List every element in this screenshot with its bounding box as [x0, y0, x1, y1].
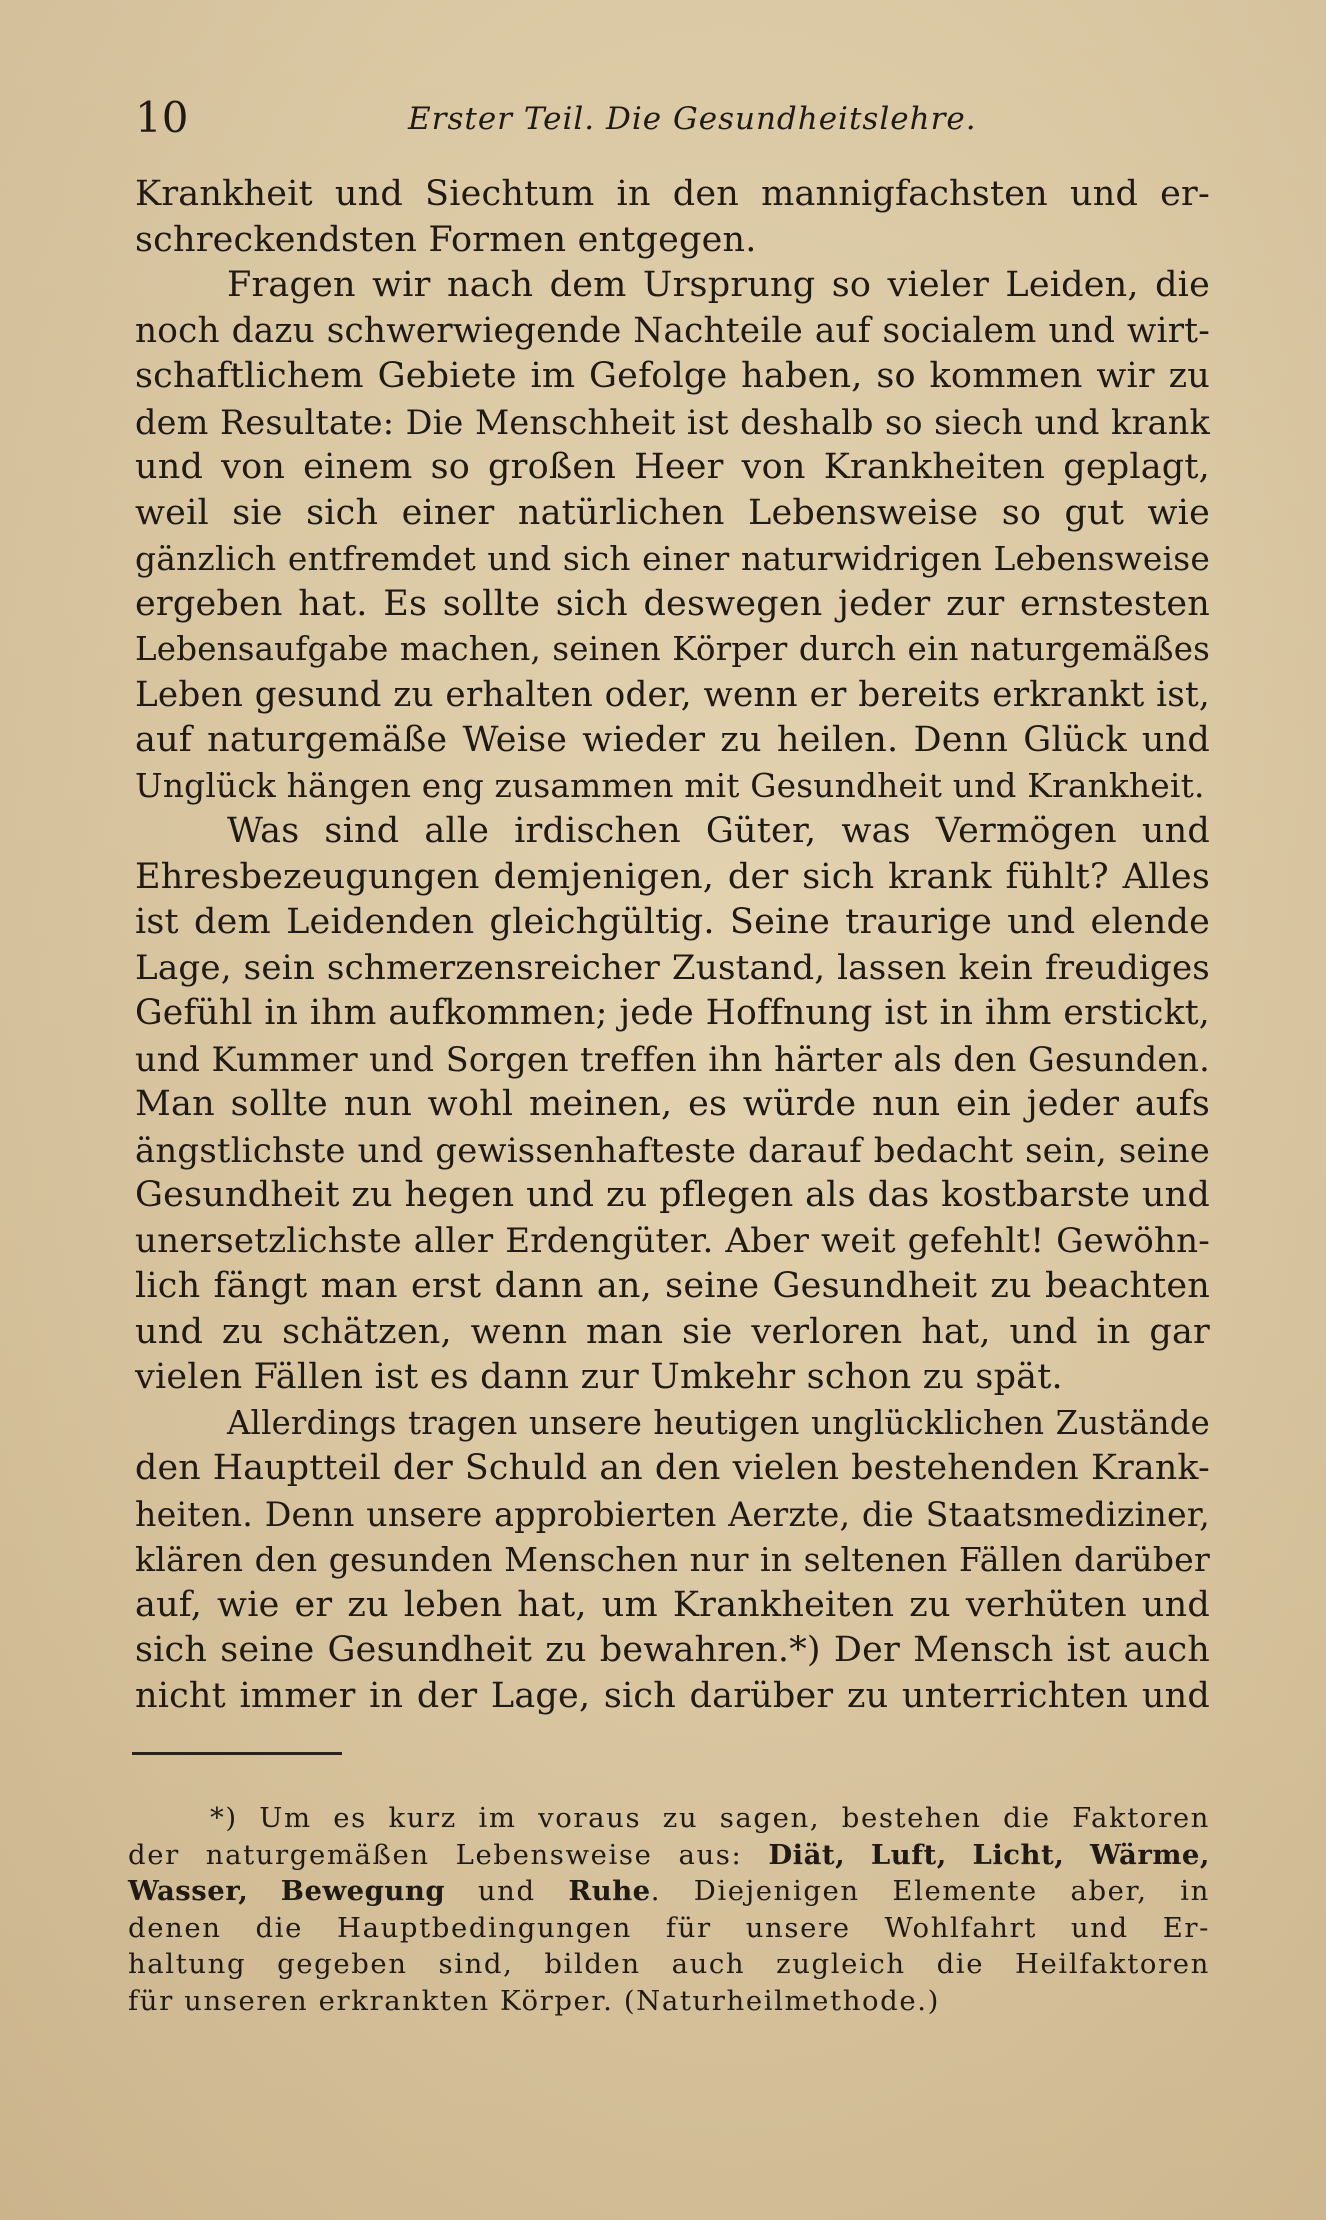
text-line: heiten. Denn unsere approbierten Aerzte, die Staatsmediziner, [135, 1494, 1210, 1534]
footnote-line: haltung gegeben sind, bilden auch zugleich die Heilfaktoren [128, 1948, 1210, 1980]
text-line: und von einem so großen Heer von Krankheiten geplagt, [135, 447, 1210, 487]
text-line: ergeben hat. Es sollte sich deswegen jeder zur ernstesten [135, 583, 1210, 624]
text-line: vielen Fällen ist es dann zur Umkehr schon zu spät. [135, 1357, 1063, 1397]
footnote-text: und [445, 1875, 569, 1907]
text-line: Lage, sein schmerzensreicher Zustand, lassen kein freudiges [135, 947, 1210, 988]
text-line: dem Resultate: Die Menschheit ist deshalb so siech und krank [135, 402, 1210, 442]
text-line: Krankheit und Siechtum in den mannigfachsten und er- [135, 174, 1210, 214]
footnote-emphasis: Ruhe [568, 1875, 651, 1907]
footnote-line: *) Um es kurz im voraus zu sagen, bestehen die Faktoren [210, 1802, 1210, 1834]
footnote-emphasis: Wasser, Bewegung [128, 1875, 446, 1907]
text-line: und Kummer und Sorgen treffen ihn härter als den Gesunden. [135, 1039, 1210, 1079]
text-line: Fragen wir nach dem Ursprung so vieler Leiden, die [227, 265, 1210, 305]
text-line: sich seine Gesundheit zu bewahren.*) Der Mensch ist auch [135, 1630, 1210, 1670]
text-line: ist dem Leidenden gleichgültig. Seine traurige und elende [135, 902, 1210, 942]
text-line: und zu schätzen, wenn man sie verloren hat, und in gar [135, 1311, 1210, 1352]
footnote-line [128, 1837, 1210, 1874]
footnote-text: . Diejenigen Elemente aber, in [650, 1875, 1210, 1907]
text-line: Gesundheit zu hegen und zu pflegen als das kostbarste und [135, 1175, 1210, 1215]
text-line: lich fängt man erst dann an, seine Gesundheit zu beachten [135, 1266, 1210, 1306]
page-header [135, 92, 1205, 144]
text-line: Man sollte nun wohl meinen, es würde nun ein jeder aufs [135, 1084, 1210, 1124]
text-line: auf naturgemäße Weise wieder zu heilen. Denn Glück und [135, 720, 1210, 760]
running-head: Erster Teil. Die Gesundheitslehre. [408, 101, 977, 137]
footnote-line: denen die Hauptbedingungen für unsere Wohlfahrt und Er- [128, 1911, 1210, 1944]
body-text [135, 172, 1210, 1719]
text-line: den Hauptteil der Schuld an den vielen bestehenden Krank- [135, 1448, 1210, 1488]
text-line: gänzlich entfremdet und sich einer naturwidrigen Lebensweise [135, 539, 1210, 578]
text-line: noch dazu schwerwiegende Nachteile auf socialem und wirt- [135, 310, 1210, 351]
text-line: ängstlichste und gewissenhafteste darauf bedacht sein, seine [135, 1130, 1210, 1170]
text-line: Lebensaufgabe machen, seinen Körper durch ein naturgemäßes [135, 630, 1210, 668]
text-line: Leben gesund zu erhalten oder, wenn er bereits erkrankt ist, [135, 674, 1210, 715]
footnote-line [128, 1873, 1210, 1910]
footnote-emphasis: Diät, Luft, Licht, Wärme, [768, 1838, 1210, 1871]
text-line: nicht immer in der Lage, sich darüber zu unterrichten und [135, 1675, 1210, 1716]
text-line: Unglück hängen eng zusammen mit Gesundheit und Krankheit. [135, 766, 1205, 805]
text-line: schreckendsten Formen entgegen. [135, 219, 757, 260]
text-line: Ehresbezeugungen demjenigen, der sich krank fühlt? Alles [135, 856, 1210, 897]
footnote-line: für unseren erkrankten Körper. (Naturheilmethode.) [128, 1984, 940, 2017]
page-number: 10 [135, 93, 189, 142]
text-line: unersetzlichste aller Erdengüter. Aber weit gefehlt! Gewöhn- [135, 1220, 1210, 1261]
text-line: klären den gesunden Menschen nur in seltenen Fällen darüber [135, 1540, 1210, 1579]
footnote-text: der naturgemäßen Lebensweise aus: [128, 1838, 769, 1871]
text-line: weil sie sich einer natürlichen Lebensweise so gut wie [135, 492, 1210, 533]
text-line: Allerdings tragen unsere heutigen unglücklichen Zustände [227, 1403, 1210, 1442]
text-line: auf, wie er zu leben hat, um Krankheiten zu verhüten und [135, 1584, 1210, 1625]
footnote-rule [132, 1752, 342, 1755]
text-line: schaftlichem Gebiete im Gefolge haben, so kommen wir zu [135, 356, 1210, 396]
footnote [128, 1800, 1210, 2019]
text-line: Gefühl in ihm aufkommen; jede Hoffnung ist in ihm erstickt, [135, 993, 1210, 1033]
text-line: Was sind alle irdischen Güter, was Vermögen und [227, 811, 1210, 851]
